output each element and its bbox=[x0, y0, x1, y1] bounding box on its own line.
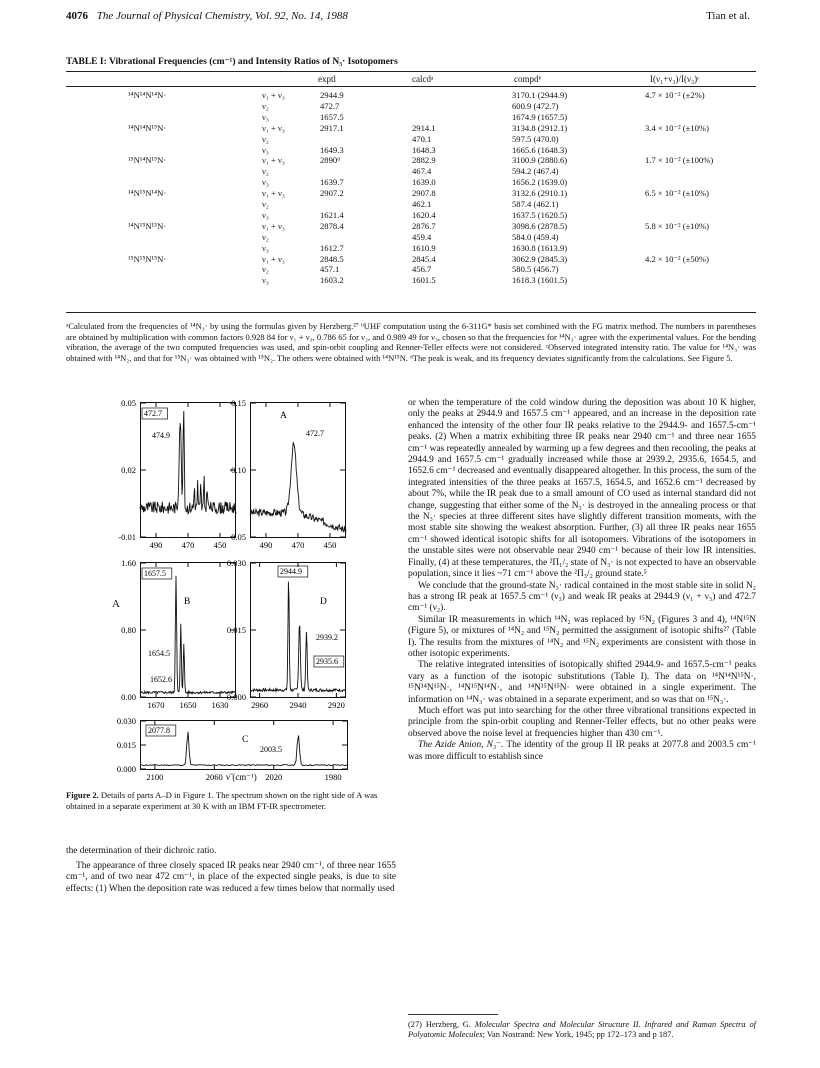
col-header-calcd: calcdᵃ bbox=[412, 74, 434, 84]
y-tick-label: 1.60 bbox=[121, 558, 136, 568]
spectrum-plot bbox=[231, 398, 346, 550]
peak-label: 1657.5 bbox=[144, 569, 166, 578]
compd-cell: 3062.9 (2845.3) bbox=[512, 253, 568, 264]
calcd-cell: 1639.0 bbox=[412, 177, 436, 188]
reference-rule bbox=[408, 1014, 498, 1015]
x-tick-label: 1650 bbox=[179, 700, 197, 710]
compd-cell: 1637.5 (1620.5) bbox=[512, 209, 568, 220]
x-tick-label: 2100 bbox=[146, 772, 164, 782]
y-tick-label: 0.030 bbox=[116, 716, 136, 726]
exptl-cell: 2890ᵈ bbox=[320, 155, 340, 166]
exptl-cell: 1649.3 bbox=[320, 144, 344, 155]
peak-label: 1654.5 bbox=[148, 649, 170, 658]
calcd-cell: 2876.7 bbox=[412, 220, 436, 231]
isotopomer-label: ¹⁴N¹⁴N¹⁴N· bbox=[128, 90, 167, 100]
x-tick-label: 450 bbox=[323, 540, 337, 550]
calcd-cell: 470.1 bbox=[412, 133, 432, 144]
x-tick-label: 2020 bbox=[265, 772, 283, 782]
x-tick-label: 470 bbox=[291, 540, 305, 550]
mode-cell: ν₂ bbox=[262, 231, 269, 242]
x-tick-label: 470 bbox=[181, 540, 195, 550]
compd-cell: 1665.6 (1648.3) bbox=[512, 144, 568, 155]
reference-27 bbox=[408, 1020, 756, 1040]
exptl-cell: 1657.5 bbox=[320, 111, 344, 122]
y-tick-label: 0.000 bbox=[226, 692, 246, 702]
mode-cell: ν₃ bbox=[262, 144, 269, 155]
spectrum-panel-a-right bbox=[231, 398, 346, 550]
x-tick-label: 2060 bbox=[205, 772, 223, 782]
mode-cell: ν₃ bbox=[262, 111, 269, 122]
mode-cell: ν₃ bbox=[262, 177, 269, 188]
peak-label: 1652.6 bbox=[150, 675, 172, 684]
exptl-cell: 1621.4 bbox=[320, 209, 344, 220]
y-tick-label: 0.05 bbox=[231, 532, 246, 542]
mode-cell: ν₂ bbox=[262, 199, 269, 209]
mode-cell: ν₁ + ν₃ bbox=[262, 122, 285, 133]
compd-cell: 3100.9 (2880.6) bbox=[512, 155, 568, 166]
paragraph: The appearance of three closely spaced IR peaks near 2940 cm⁻¹, of three near 1655 cm⁻¹, and of two near 472 cm⁻¹, in place of the expected single peaks, is due to site effects: (1) When the deposition rate was reduced a few times below that normally used bbox=[66, 860, 396, 894]
mode-cell: ν₁ + ν₃ bbox=[262, 90, 285, 100]
section-title-azide: The Azide Anion, N₃⁻. bbox=[418, 740, 504, 751]
isotopomer-label: ¹⁴N¹⁵N¹⁵N· bbox=[128, 220, 167, 231]
y-tick-label: 0.10 bbox=[231, 465, 246, 475]
compd-cell: 3098.6 (2878.5) bbox=[512, 220, 568, 231]
intensity-ratio-cell: 5.8 × 10⁻² (±10%) bbox=[645, 220, 709, 231]
exptl-cell: 2848.5 bbox=[320, 253, 344, 264]
mode-cell: ν₂ bbox=[262, 166, 269, 177]
exptl-cell: 2917.1 bbox=[320, 122, 344, 133]
y-tick-label: -0.01 bbox=[118, 532, 136, 542]
intensity-ratio-cell: 4.2 × 10⁻² (±50%) bbox=[645, 253, 709, 264]
exptl-cell: 2944.9 bbox=[320, 90, 344, 100]
paragraph: The relative integrated intensities of isotopically shifted 2944.9- and 1657.5-cm⁻¹ peaks vary as a function of the isotopic substitutions (Table I). The data on ¹⁴N¹⁴N¹⁵N·, ¹⁵N¹⁴N¹⁵N·, ¹⁴N¹⁵N¹⁴N·, and ¹⁴N¹⁵N¹⁵N· were obtained in a single experiment. The information on ¹⁴N₃· was obtained in a separate experiment, and so was that on ¹⁵N₃·. bbox=[408, 660, 756, 705]
compd-cell: 580.5 (456.7) bbox=[512, 264, 559, 275]
plot-frame bbox=[141, 403, 236, 538]
panel-letter: B bbox=[184, 597, 191, 607]
exptl-cell: 2907.2 bbox=[320, 188, 344, 199]
peak-label: 472.7 bbox=[144, 409, 162, 418]
azide-text: The identity of the group II IR peaks at 2077.8 and 2003.5 cm⁻¹ was more difficult to establish since bbox=[408, 740, 757, 762]
plot-frame bbox=[251, 403, 346, 538]
exptl-cell: 457.1 bbox=[320, 264, 340, 275]
figure-caption-label: Figure 2. bbox=[66, 790, 99, 800]
x-tick-label: 1630 bbox=[211, 700, 229, 710]
compd-cell: 594.2 (467.4) bbox=[512, 166, 559, 177]
spectrum-plot bbox=[226, 558, 346, 710]
exptl-cell: 1603.2 bbox=[320, 275, 344, 286]
x-axis-label: ν̃ (cm⁻¹) bbox=[226, 772, 257, 782]
y-tick-label: 0.02 bbox=[121, 465, 136, 475]
calcd-cell: 456.7 bbox=[412, 264, 432, 275]
calcd-cell: 1610.9 bbox=[412, 242, 436, 253]
calcd-cell: 2845.4 bbox=[412, 253, 436, 264]
spectrum-panel-a-left bbox=[118, 398, 236, 550]
compd-cell: 3170.1 (2944.9) bbox=[512, 90, 568, 100]
spectrum-trace bbox=[250, 442, 346, 533]
compd-cell: 587.4 (462.1) bbox=[512, 199, 559, 209]
y-tick-label: 0.015 bbox=[226, 625, 246, 635]
exptl-cell: 2878.4 bbox=[320, 220, 344, 231]
y-tick-label: 0.030 bbox=[226, 558, 246, 568]
reference-details: ; Van Nostrand: New York, 1945; pp 172–173 and p 187. bbox=[482, 1030, 674, 1039]
compd-cell: 3132.6 (2910.1) bbox=[512, 188, 568, 199]
calcd-cell: 459.4 bbox=[412, 231, 432, 242]
paragraph-azide bbox=[408, 740, 756, 763]
x-tick-label: 2920 bbox=[327, 700, 345, 710]
compd-cell: 1618.3 (1601.5) bbox=[512, 275, 568, 286]
compd-cell: 584.0 (459.4) bbox=[512, 231, 559, 242]
y-tick-label: 0.15 bbox=[231, 398, 246, 408]
peak-label: 474.9 bbox=[152, 431, 170, 440]
y-tick-label: 0.000 bbox=[116, 764, 136, 774]
exptl-cell: 472.7 bbox=[320, 100, 340, 111]
spectrum-plot bbox=[118, 398, 236, 550]
peak-label: 2944.9 bbox=[280, 567, 302, 576]
intensity-ratio-cell: 3.4 × 10⁻² (±10%) bbox=[645, 122, 709, 133]
paragraph: the determination of their dichroic ratio. bbox=[66, 846, 217, 856]
compd-cell: 1656.2 (1639.0) bbox=[512, 177, 568, 188]
col-header-compd: compdᵇ bbox=[514, 74, 542, 84]
mode-cell: ν₃ bbox=[262, 275, 269, 286]
panel-letter: C bbox=[242, 735, 249, 745]
peak-label: 472.7 bbox=[306, 429, 324, 438]
figure-side-label: A bbox=[112, 598, 120, 610]
x-tick-label: 2960 bbox=[251, 700, 269, 710]
table-caption: TABLE I: Vibrational Frequencies (cm⁻¹) and Intensity Ratios of N₃· Isotopomers bbox=[66, 57, 398, 67]
reference-title: Molecular Spectra and Molecular Structure II. Infrared and Raman Spectra of Polyatomic Molecules bbox=[408, 1020, 756, 1039]
isotopomer-label: ¹⁵N¹⁴N¹⁵N· bbox=[128, 155, 167, 166]
paragraph: Much effort was put into searching for the other three vibrational transitions expected in principle from the spin-orbit coupling and Renner-Teller effects, but no other peaks were observed above the noise level at frequencies higher than 430 cm⁻¹. bbox=[408, 705, 756, 739]
running-authors: Tian et al. bbox=[706, 10, 750, 22]
mode-cell: ν₂ bbox=[262, 133, 269, 144]
col-header-intensity-ratio: I(ν₁+ν₃)/I(ν₃)ᶜ bbox=[650, 74, 700, 84]
spectrum-panel-d bbox=[226, 558, 346, 710]
paragraph: We conclude that the ground-state N₃· radical contained in the most stable site in solid N₂ has a strong IR peak at 1657.5 cm⁻¹ (ν₃) and weak IR peaks at 2944.9 (ν₁ + ν₃) and 472.7 cm⁻¹ (ν₂). bbox=[408, 580, 756, 614]
peak-label: 2939.2 bbox=[316, 633, 338, 642]
y-tick-label: 0.00 bbox=[121, 692, 136, 702]
table-footnotes: ᵃCalculated from the frequencies of ¹⁴N₃· by using the formulas given by Herzberg.²⁷ ᵇUHF computation using the 6-311G* basis set combined with the FG matrix method. The numbers in parentheses are obtained by multiplication with common factors 0.928 84 for ν₁ + ν₃, 0.786 65 for ν₂, and 0.989 49 for ν₃, chosen so that the frequencies for ¹⁴N₃· agree with the experimental values. For the bending vibration, the average of the two computed frequencies was used, and spin-orbit coupling and Renner-Teller effects were not considered. ᶜObserved integrated intensity ratio. The value for ¹⁴N₃· was obtained with ¹⁴N₂, and that for ¹⁵N₃· was obtained with ¹⁵N₂. The others were obtained with ¹⁴N¹⁵N. ᵈThe peak is weak, and its frequency deviates significantly from the calculations. See Figure 5. bbox=[66, 321, 756, 363]
mode-cell: ν₁ + ν₃ bbox=[262, 220, 285, 231]
isotopomer-label: ¹⁴N¹⁵N¹⁴N· bbox=[128, 188, 167, 199]
compd-cell: 600.9 (472.7) bbox=[512, 100, 559, 111]
paragraph: Similar IR measurements in which ¹⁴N₂ was replaced by ¹⁵N₂ (Figures 3 and 4), ¹⁴N¹⁵N (Figure 5), or mixtures of ¹⁴N₂ and ¹⁵N₂ permitted the assignment of isotopic shifts²⁷ (Table I). The results from the mixtures of ¹⁴N₂ and ¹⁵N₂ experiments are consistent with those in other isotopic experiments. bbox=[408, 614, 756, 659]
table-bottom-rule bbox=[66, 312, 756, 313]
figure-caption bbox=[66, 790, 396, 811]
left-column-text bbox=[66, 846, 396, 898]
spectrum-trace bbox=[140, 411, 236, 514]
y-tick-label: 0.80 bbox=[121, 625, 136, 635]
x-tick-label: 2940 bbox=[289, 700, 307, 710]
col-header-exptl: exptl bbox=[318, 74, 336, 84]
isotopomer-label: ¹⁴N¹⁴N¹⁵N· bbox=[128, 122, 167, 133]
x-tick-label: 490 bbox=[259, 540, 273, 550]
compd-cell: 1630.8 (1613.9) bbox=[512, 242, 568, 253]
calcd-cell: 2907.8 bbox=[412, 188, 436, 199]
calcd-cell: 467.4 bbox=[412, 166, 432, 177]
intensity-ratio-cell: 1.7 × 10⁻² (±100%) bbox=[645, 155, 714, 166]
calcd-cell: 1648.3 bbox=[412, 144, 436, 155]
mode-cell: ν₁ + ν₃ bbox=[262, 188, 285, 199]
compd-cell: 1674.9 (1657.5) bbox=[512, 111, 568, 122]
paragraph: or when the temperature of the cold window during the deposition was about 10 K higher, only the peaks at 2944.9 and 1657.5 cm⁻¹ appeared, and an increase in the deposition rate enhanced the intensity of the other four IR peaks relative to the 2944.9- and 1657.5-cm⁻¹ peaks. (2) When a matrix exhibiting three IR peaks near 2940 cm⁻¹ and three near 1655 cm⁻¹ was repeatedly annealed by warming up a few degrees and then recooling, the peaks at 2944.9 and 1657.5 cm⁻¹ gradually increased while those at 2939.2, 2935.6, 1654.5, and 1652.6 cm⁻¹ decreased and eventually disappeared altogether. In this process, the sum of the integrated intensities of the three peaks at 1657.5, 1654.5, and 1652.6 cm⁻¹ decreased by about 7%, while the IR peak due to a small amount of CO used as internal standard did not change, suggesting that either some of the N₃· is destroyed in the annealing process or that the N₃· species at three different sites have slightly different transition moments, with the most stable site showing the weakest absorption. Further, (3) all three IR peaks near 1655 cm⁻¹ showed identical isotopic shifts for all isotopomers. Vibrations of the isotopomers in the unstable sites were not observable near 2940 cm⁻¹ because of their low IR intensities. Finally, (4) at these temperatures, the ²Π₁/₂ state of N₃· is not expected to have an observable population, since it lies ~71 cm⁻¹ above the ²Π₃/₂ ground state.⁵ bbox=[408, 398, 756, 580]
y-tick-label: 0.05 bbox=[121, 398, 136, 408]
calcd-cell: 462.1 bbox=[412, 199, 432, 209]
mode-cell: ν₁ + ν₃ bbox=[262, 253, 285, 264]
peak-label: 2003.5 bbox=[260, 745, 282, 754]
x-tick-label: 1980 bbox=[324, 772, 342, 782]
y-tick-label: 0.015 bbox=[116, 740, 136, 750]
calcd-cell: 2914.1 bbox=[412, 122, 436, 133]
page-number: 4076 bbox=[66, 10, 88, 22]
exptl-cell: 1612.7 bbox=[320, 242, 344, 253]
plot-frame bbox=[141, 721, 348, 770]
x-tick-label: 1670 bbox=[147, 700, 165, 710]
intensity-ratio-cell: 6.5 × 10⁻² (±10%) bbox=[645, 188, 709, 199]
panel-letter: D bbox=[320, 597, 327, 607]
peak-label: 2935.6 bbox=[316, 657, 338, 666]
panel-letter: A bbox=[280, 411, 287, 421]
calcd-cell: 2882.9 bbox=[412, 155, 436, 166]
x-tick-label: 450 bbox=[213, 540, 227, 550]
table-header-rule bbox=[66, 86, 756, 87]
table-top-rule bbox=[66, 71, 756, 72]
compd-cell: 3134.8 (2912.1) bbox=[512, 122, 568, 133]
journal-name: The Journal of Physical Chemistry, Vol. 92, No. 14, 1988 bbox=[96, 10, 348, 22]
calcd-cell: 1601.5 bbox=[412, 275, 436, 286]
peak-label: 2077.8 bbox=[148, 726, 170, 735]
figure-caption-text: Details of parts A–D in Figure 1. The spectrum shown on the right side of A was obtained in a separate experiment at 30 K with an IBM FT-IR spectrometer. bbox=[66, 790, 378, 811]
isotopomer-label: ¹⁵N¹⁵N¹⁵N· bbox=[128, 253, 167, 264]
mode-cell: ν₃ bbox=[262, 242, 269, 253]
exptl-cell: 1639.7 bbox=[320, 177, 344, 188]
reference-author: (27) Herzberg, G. bbox=[408, 1020, 475, 1029]
right-column-text bbox=[408, 398, 756, 763]
mode-cell: ν₂ bbox=[262, 264, 269, 275]
intensity-ratio-cell: 4.7 × 10⁻² (±2%) bbox=[645, 90, 705, 100]
mode-cell: ν₃ bbox=[262, 209, 269, 220]
compd-cell: 597.5 (470.0) bbox=[512, 133, 559, 144]
mode-cell: ν₂ bbox=[262, 100, 269, 111]
mode-cell: ν₁ + ν₃ bbox=[262, 155, 285, 166]
x-tick-label: 490 bbox=[149, 540, 163, 550]
journal-line bbox=[66, 10, 348, 22]
calcd-cell: 1620.4 bbox=[412, 209, 436, 220]
